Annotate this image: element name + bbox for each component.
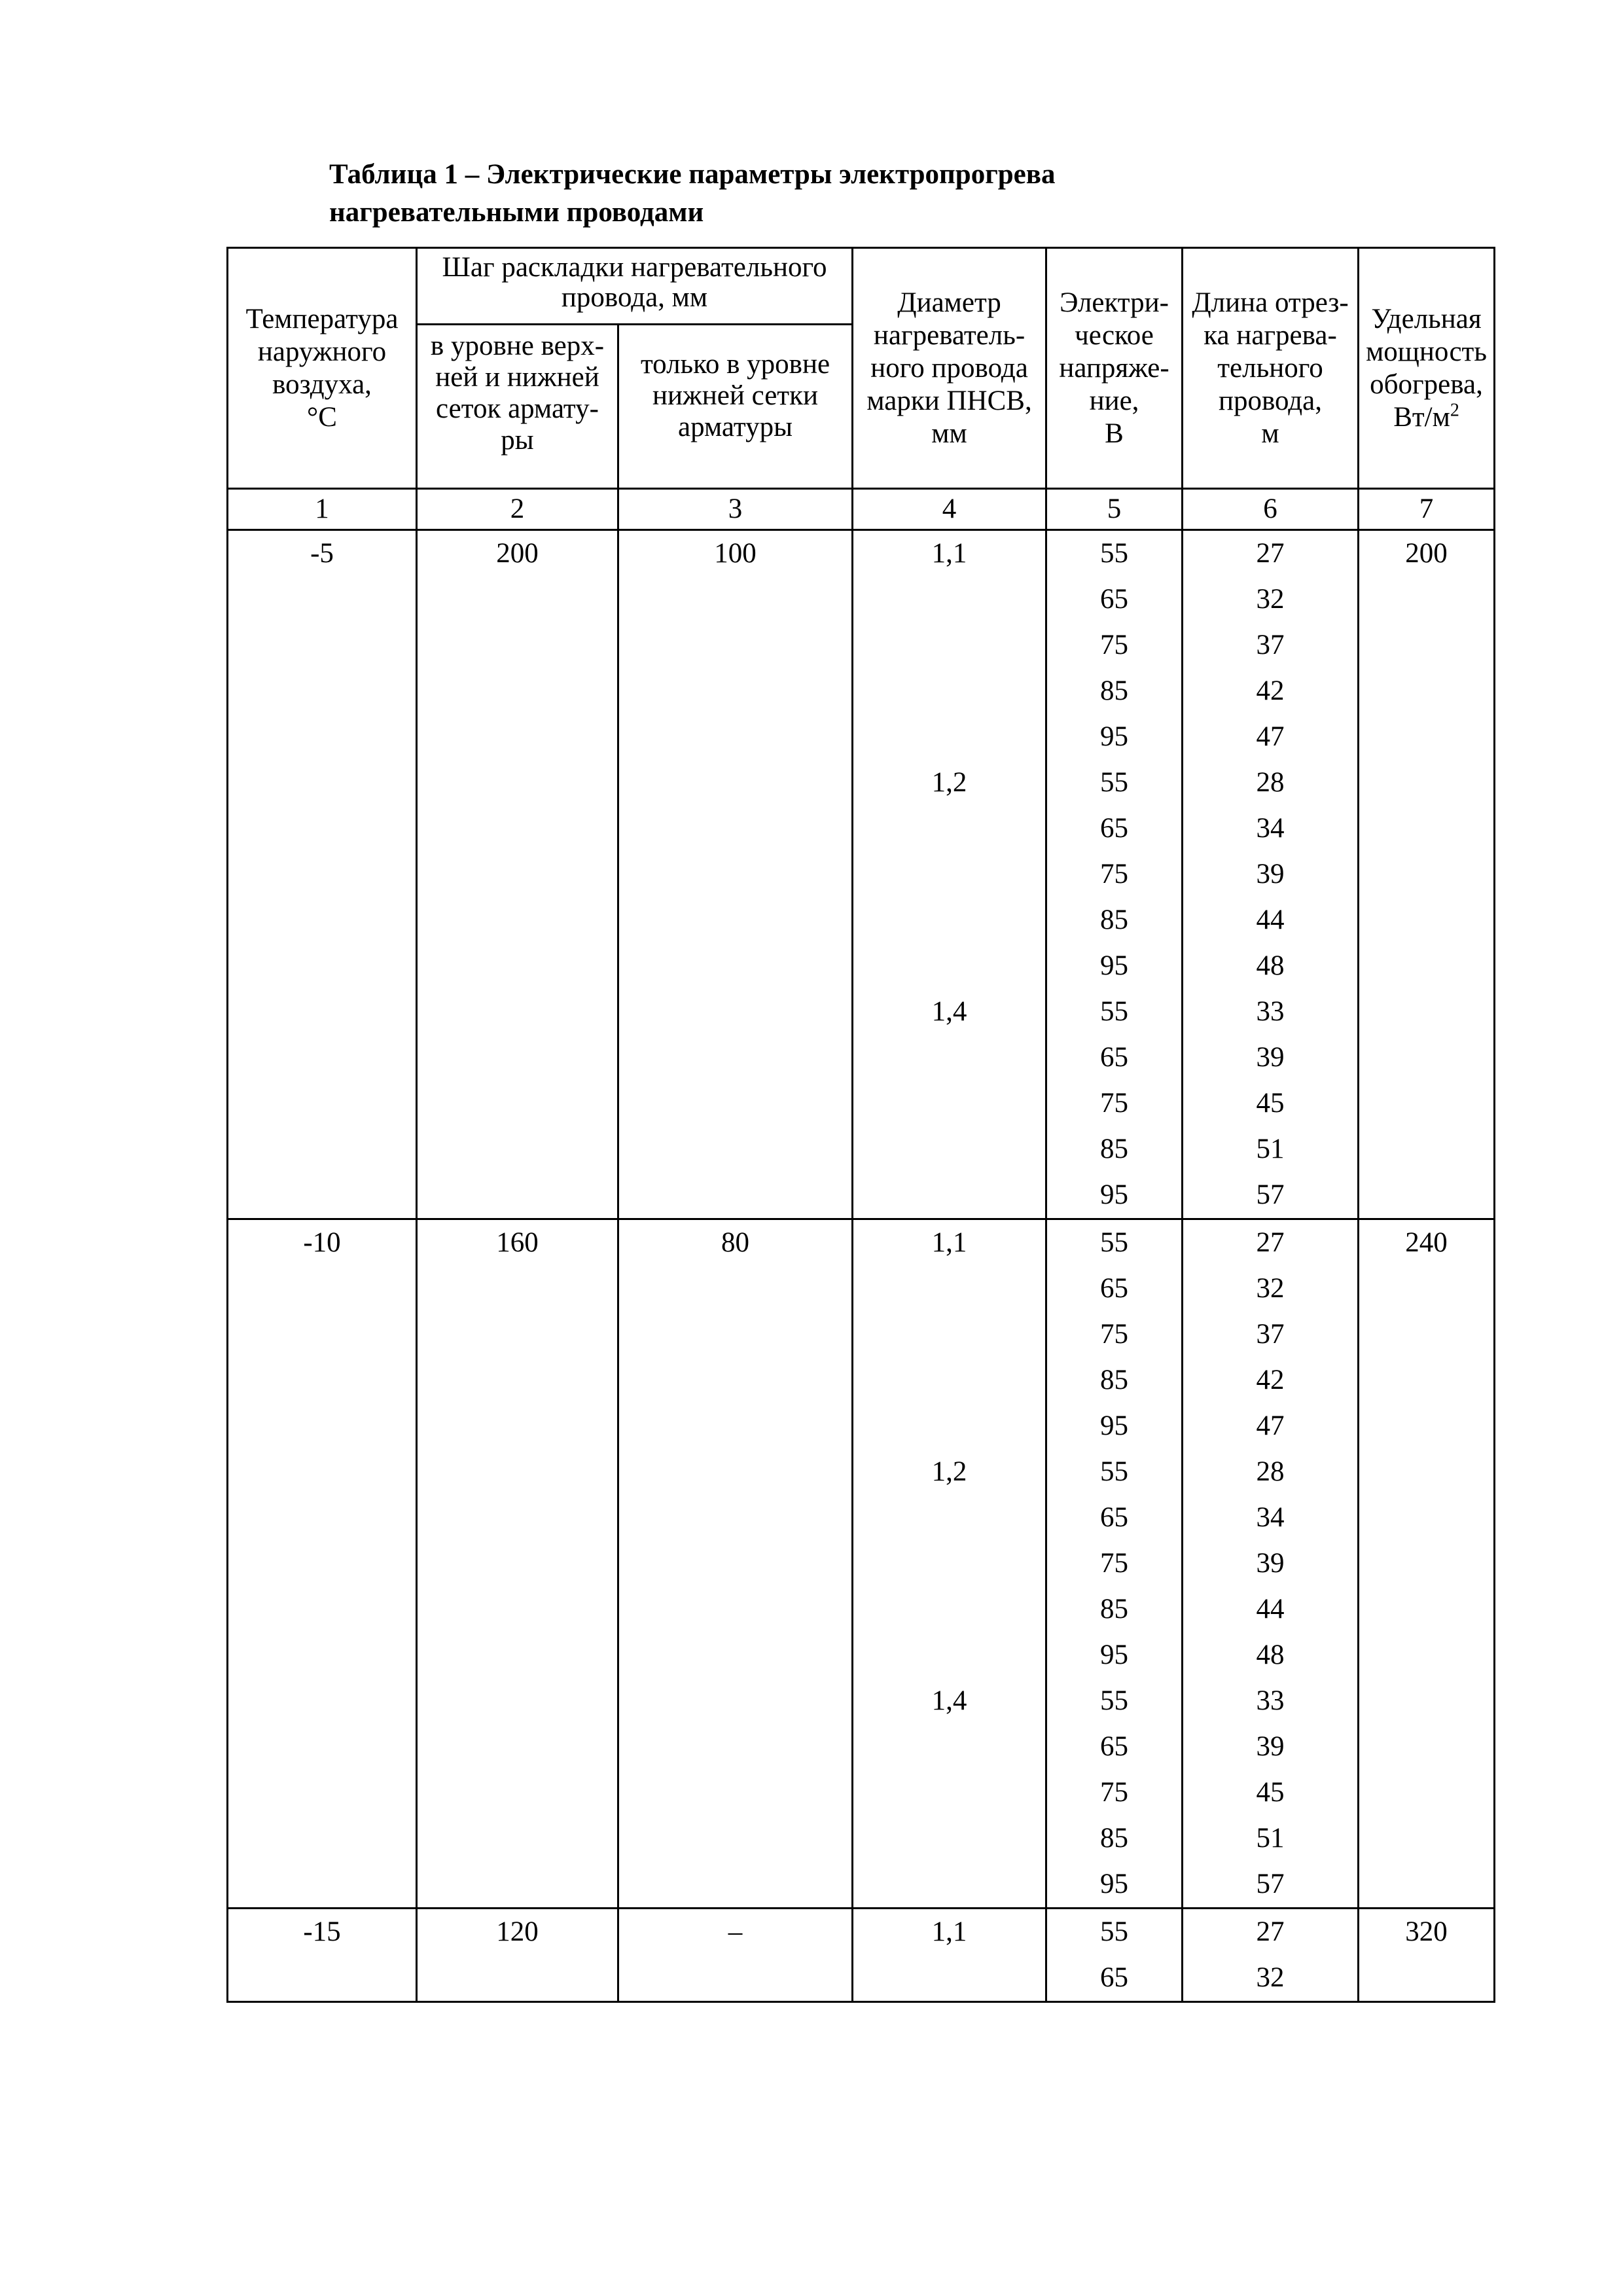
length-cell-value: 33 <box>1256 1685 1285 1716</box>
length-cell-value: 34 <box>1256 1502 1285 1533</box>
step-lower-cell-value: 80 <box>721 1227 749 1258</box>
voltage-cell-value: 85 <box>1100 1365 1129 1395</box>
length-cell-value: 57 <box>1256 1179 1285 1210</box>
voltage-cell-value: 85 <box>1100 1594 1129 1624</box>
length-cell-value: 42 <box>1256 1365 1285 1395</box>
table-data-body <box>228 530 1495 2002</box>
length-cell-value: 39 <box>1256 859 1285 889</box>
voltage-cell-value: 85 <box>1100 1823 1129 1854</box>
voltage-cell-value: 75 <box>1100 1777 1129 1808</box>
length-cell-value: 33 <box>1256 996 1285 1027</box>
diameter-cell <box>853 1219 1046 1909</box>
diameter-cell-value: 1,1 <box>931 1916 967 1947</box>
voltage-cell-value: 55 <box>1100 1456 1129 1487</box>
column-number: 4 <box>853 489 1046 530</box>
diameter-cell-value <box>853 1266 1045 1312</box>
power-cell-value: 240 <box>1405 1227 1448 1258</box>
diameter-cell-value <box>853 1357 1045 1403</box>
step-both-cell-value: 120 <box>496 1916 539 1947</box>
step-lower-cell <box>618 1219 853 1909</box>
voltage-cell-value: 75 <box>1100 859 1129 889</box>
length-cell-value: 28 <box>1256 767 1285 798</box>
electric-parameters-table <box>226 247 1495 2003</box>
diameter-cell-value <box>853 1587 1045 1632</box>
voltage-cell-value: 85 <box>1100 905 1129 935</box>
voltage-cell-value: 75 <box>1100 1548 1129 1579</box>
diameter-cell-value <box>853 1035 1045 1081</box>
voltage-cell-value: 95 <box>1100 1179 1129 1210</box>
diameter-cell-value <box>853 1724 1045 1770</box>
voltage-cell-value: 95 <box>1100 950 1129 981</box>
column-number: 6 <box>1183 489 1359 530</box>
header-step-group: Шаг раскладки нагревательного провода, мм <box>417 248 853 325</box>
power-cell-value: 200 <box>1405 538 1448 569</box>
length-cell-value: 48 <box>1256 1640 1285 1670</box>
length-cell-value: 57 <box>1256 1869 1285 1899</box>
header-step-lower-grid: только в уровне нижней сетки арматуры <box>618 325 853 489</box>
header-length: Длина отрез- ка нагрева- тельного провода, м <box>1183 248 1359 489</box>
table-block-row <box>228 1219 1495 1909</box>
diameter-cell-value <box>853 1081 1045 1126</box>
voltage-cell-value: 75 <box>1100 1319 1129 1350</box>
header-diameter: Диаметр нагреватель- ного провода марки ПНСВ, мм <box>853 248 1046 489</box>
step-both-cell <box>417 530 618 1219</box>
diameter-cell-value <box>853 897 1045 943</box>
power-cell <box>1359 1909 1495 2002</box>
voltage-cell-value: 55 <box>1100 538 1129 569</box>
length-cell-value: 27 <box>1256 538 1285 569</box>
length-cell-value: 44 <box>1256 1594 1285 1624</box>
length-cell-value: 34 <box>1256 813 1285 844</box>
length-cell <box>1183 1219 1359 1909</box>
length-cell-value: 45 <box>1256 1777 1285 1808</box>
diameter-cell-value: 1,1 <box>931 1227 967 1258</box>
length-cell-value: 37 <box>1256 1319 1285 1350</box>
step-lower-cell <box>618 530 853 1219</box>
voltage-cell-value: 55 <box>1100 1227 1129 1258</box>
length-cell-value: 32 <box>1256 1273 1285 1304</box>
diameter-cell-value <box>853 1632 1045 1678</box>
diameter-cell-value <box>853 668 1045 714</box>
header-voltage: Электри- ческое напряже- ние, В <box>1046 248 1183 489</box>
diameter-cell-value <box>853 577 1045 622</box>
voltage-cell-value: 95 <box>1100 1869 1129 1899</box>
diameter-cell-value: 1,4 <box>931 1685 967 1716</box>
diameter-cell-value: 1,4 <box>931 996 967 1027</box>
diameter-cell-value <box>853 714 1045 760</box>
step-both-cell-value: 160 <box>496 1227 539 1258</box>
step-lower-cell-value: – <box>728 1916 743 1947</box>
header-power: Удельная мощность обогрева, $Вт/м^2$ <box>1359 248 1495 489</box>
voltage-cell <box>1046 530 1183 1219</box>
length-cell-value: 27 <box>1256 1916 1285 1947</box>
temperature-cell <box>228 530 417 1219</box>
voltage-cell-value: 85 <box>1100 1134 1129 1164</box>
column-number-row <box>228 489 1495 530</box>
voltage-cell-value: 55 <box>1100 1685 1129 1716</box>
voltage-cell-value: 95 <box>1100 1410 1129 1441</box>
temperature-cell-value: -10 <box>303 1227 341 1258</box>
voltage-cell-value: 65 <box>1100 584 1129 615</box>
voltage-cell-value: 95 <box>1100 721 1129 752</box>
length-cell-value: 28 <box>1256 1456 1285 1487</box>
length-cell-value: 48 <box>1256 950 1285 981</box>
table-block-row <box>228 530 1495 1219</box>
step-both-cell <box>417 1219 618 1909</box>
diameter-cell-value <box>853 1312 1045 1357</box>
length-cell-value: 27 <box>1256 1227 1285 1258</box>
diameter-cell-value <box>853 852 1045 897</box>
voltage-cell <box>1046 1909 1183 2002</box>
diameter-cell-value <box>853 1816 1045 1861</box>
diameter-cell-value <box>853 806 1045 852</box>
caption-line-1: Таблица 1 – Электрические параметры электропрогрева <box>329 159 1056 190</box>
length-cell <box>1183 1909 1359 2002</box>
diameter-cell <box>853 530 1046 1219</box>
power-cell-value: 320 <box>1405 1916 1448 1947</box>
length-cell-value: 44 <box>1256 905 1285 935</box>
diameter-cell <box>853 1909 1046 2002</box>
temperature-cell-value: -5 <box>310 538 334 569</box>
voltage-cell-value: 65 <box>1100 1731 1129 1762</box>
step-both-cell-value: 200 <box>496 538 539 569</box>
header-step-both-grids: в уровне верх- ней и нижней сеток армату- ры <box>417 325 618 489</box>
length-cell-value: 37 <box>1256 630 1285 660</box>
power-cell <box>1359 1219 1495 1909</box>
temperature-cell <box>228 1909 417 2002</box>
length-cell-value: 39 <box>1256 1042 1285 1073</box>
diameter-cell-value <box>853 1172 1045 1218</box>
voltage-cell-value: 65 <box>1100 1273 1129 1304</box>
diameter-cell-value <box>853 1541 1045 1587</box>
voltage-cell-value: 85 <box>1100 675 1129 706</box>
voltage-cell-value: 65 <box>1100 1042 1129 1073</box>
caption-line-2: нагревательными проводами <box>329 197 704 228</box>
diameter-cell-value <box>853 1126 1045 1172</box>
length-cell-value: 39 <box>1256 1548 1285 1579</box>
voltage-cell-value: 55 <box>1100 1916 1129 1947</box>
diameter-cell-value: 1,2 <box>931 767 967 798</box>
voltage-cell-value: 75 <box>1100 630 1129 660</box>
header-temperature: Температура наружного воздуха, °C <box>228 248 417 489</box>
length-cell-value: 47 <box>1256 1410 1285 1441</box>
table-block-row <box>228 1909 1495 2002</box>
diameter-cell-value <box>853 1861 1045 1907</box>
voltage-cell-value: 55 <box>1100 767 1129 798</box>
table-caption <box>329 156 1055 232</box>
power-unit-superscript: 2 <box>1450 400 1459 421</box>
power-cell <box>1359 530 1495 1219</box>
voltage-cell-value: 65 <box>1100 1502 1129 1533</box>
step-both-cell <box>417 1909 618 2002</box>
voltage-cell-value: 95 <box>1100 1640 1129 1670</box>
column-number: 2 <box>417 489 618 530</box>
diameter-cell-value: 1,2 <box>931 1456 967 1487</box>
length-cell-value: 51 <box>1256 1134 1285 1164</box>
length-cell-value: 51 <box>1256 1823 1285 1854</box>
length-cell-value: 47 <box>1256 721 1285 752</box>
voltage-cell-value: 55 <box>1100 996 1129 1027</box>
diameter-cell-value <box>853 943 1045 989</box>
length-cell-value: 39 <box>1256 1731 1285 1762</box>
column-number: 5 <box>1046 489 1183 530</box>
temperature-cell <box>228 1219 417 1909</box>
temperature-cell-value: -15 <box>303 1916 341 1947</box>
step-lower-cell <box>618 1909 853 2002</box>
step-lower-cell-value: 100 <box>714 538 757 569</box>
length-cell <box>1183 530 1359 1219</box>
voltage-cell-value: 65 <box>1100 813 1129 844</box>
length-cell-value: 32 <box>1256 584 1285 615</box>
voltage-cell-value: 65 <box>1100 1962 1129 1993</box>
column-number: 3 <box>618 489 853 530</box>
diameter-cell-value: 1,1 <box>931 538 967 569</box>
length-cell-value: 32 <box>1256 1962 1285 1993</box>
voltage-cell-value: 75 <box>1100 1088 1129 1119</box>
diameter-cell-value <box>853 1770 1045 1816</box>
length-cell-value: 45 <box>1256 1088 1285 1119</box>
diameter-cell-value <box>853 1403 1045 1449</box>
diameter-cell-value <box>853 1495 1045 1541</box>
column-number: 7 <box>1359 489 1495 530</box>
column-number: 1 <box>228 489 417 530</box>
voltage-cell <box>1046 1219 1183 1909</box>
length-cell-value: 42 <box>1256 675 1285 706</box>
diameter-cell-value <box>853 622 1045 668</box>
diameter-cell-value <box>853 1955 1045 2001</box>
